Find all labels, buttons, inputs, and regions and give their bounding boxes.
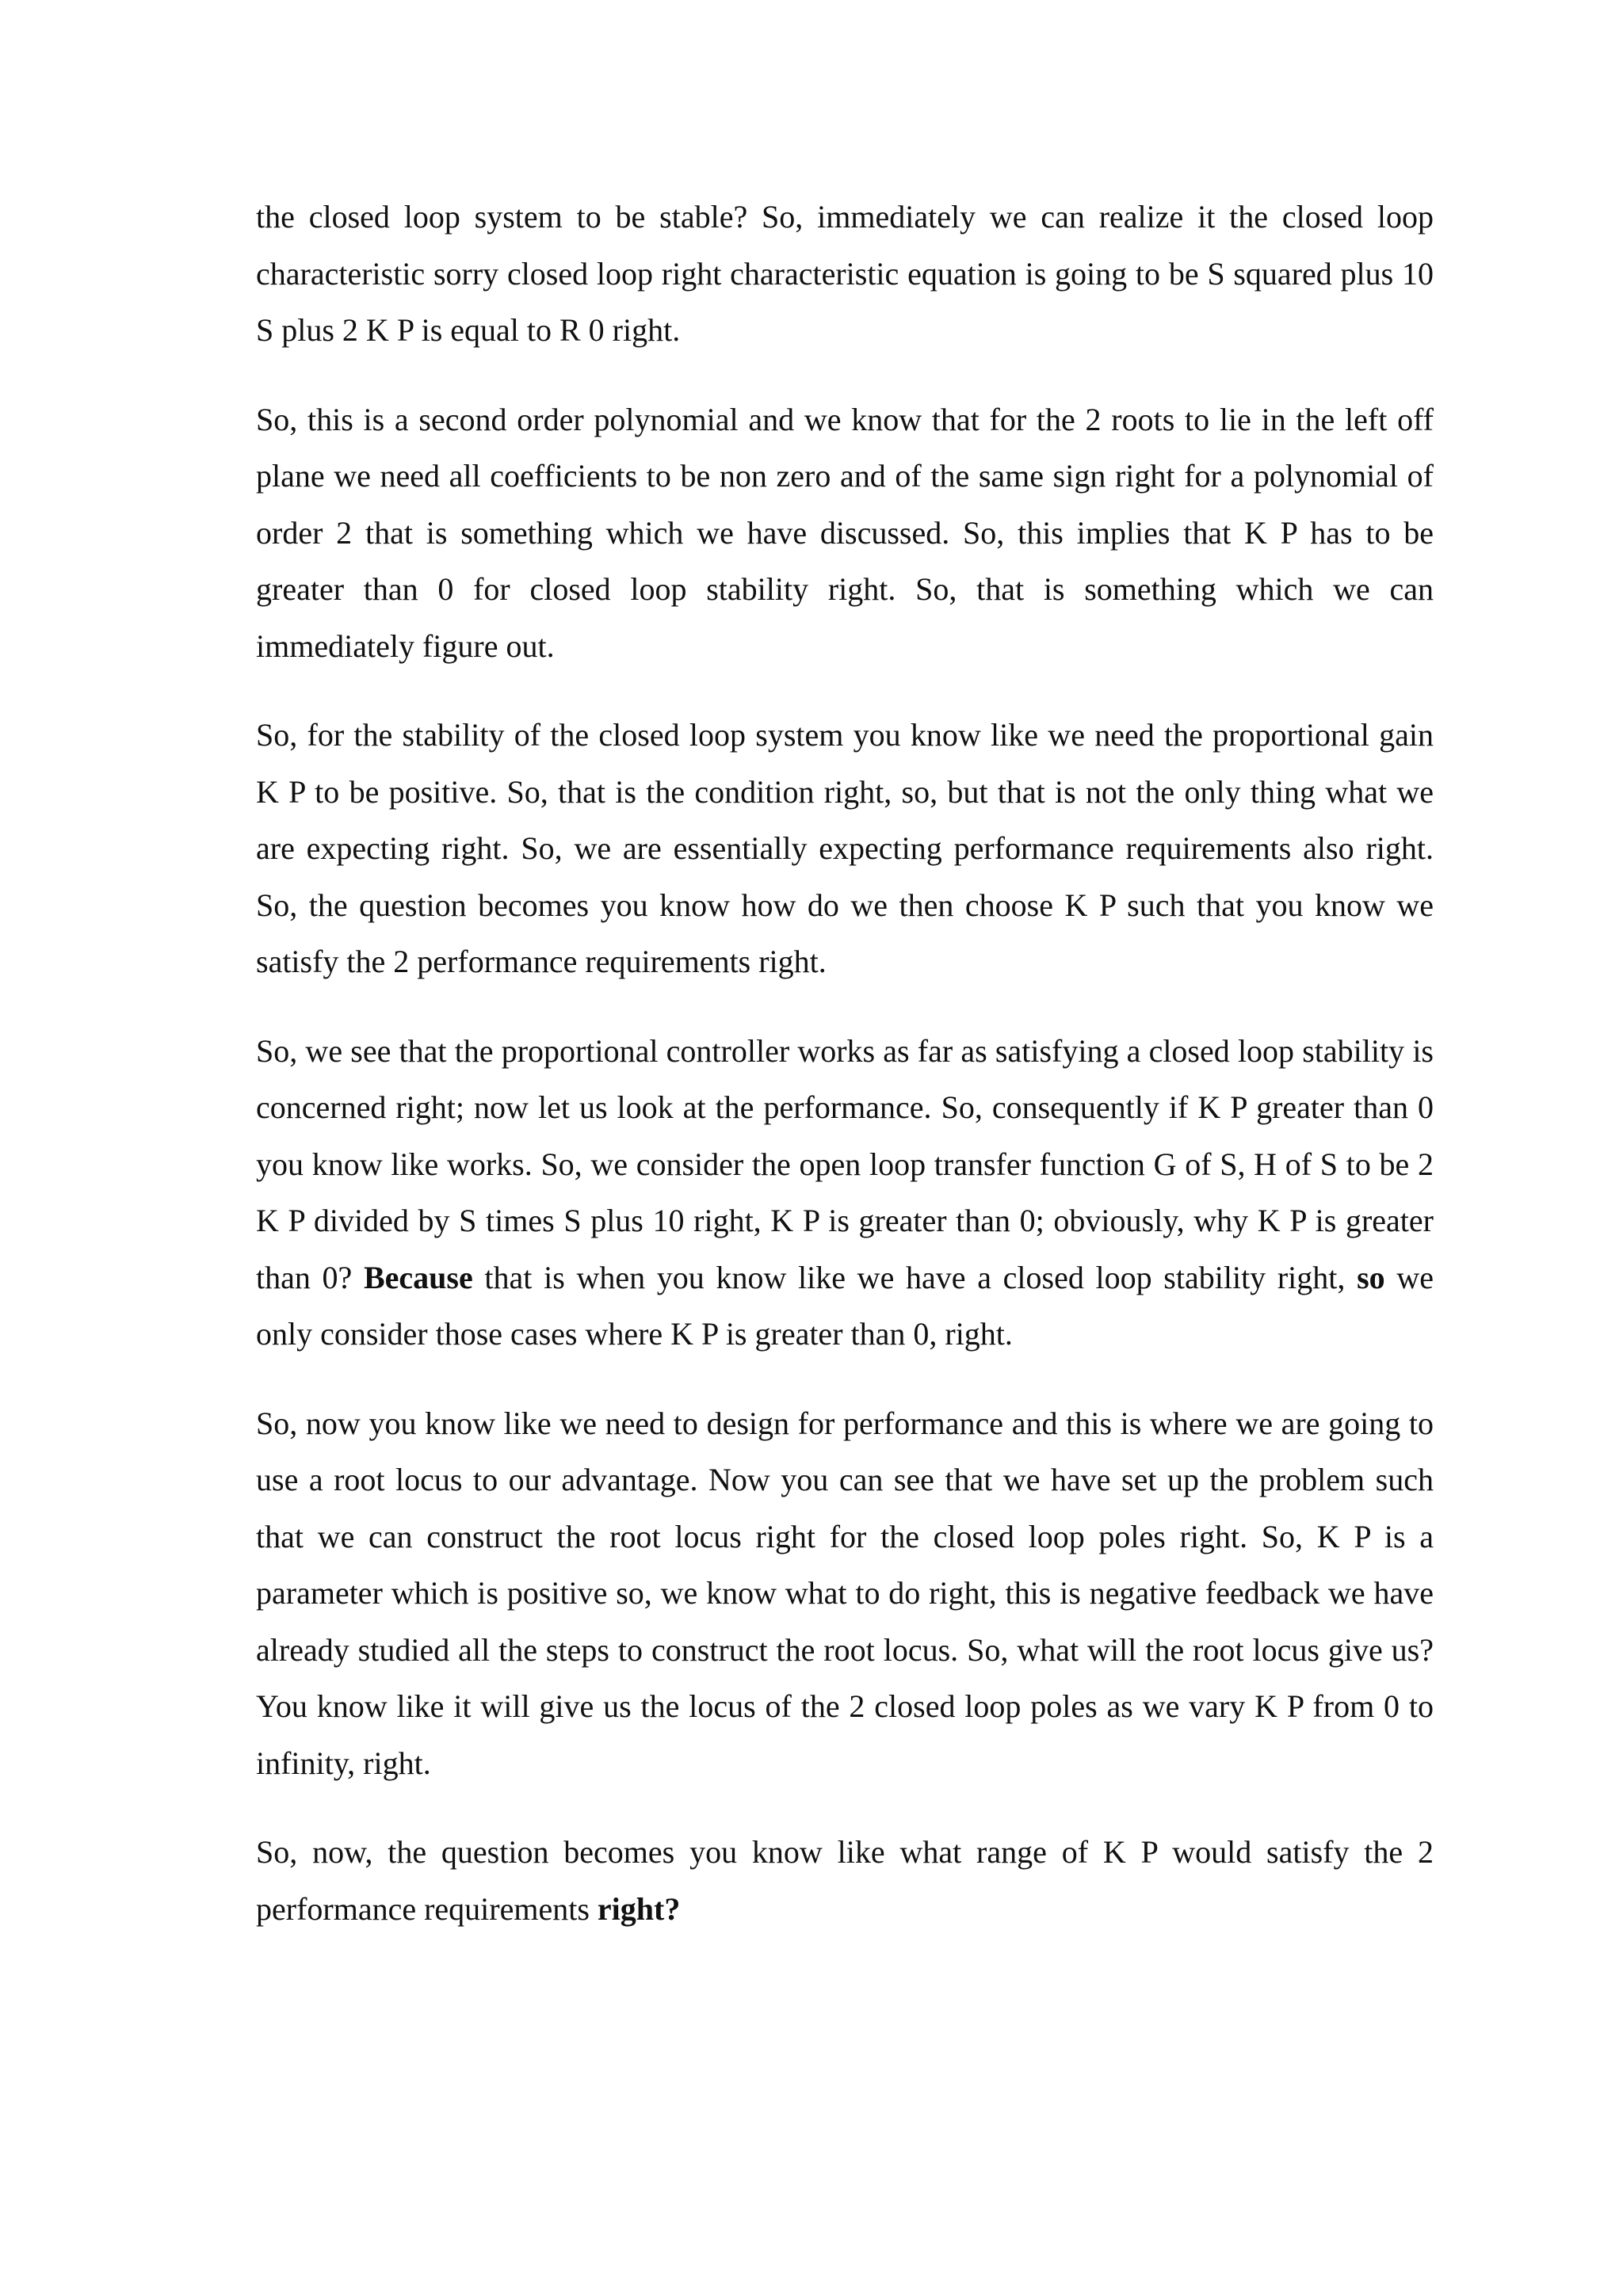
paragraph xyxy=(256,1824,1434,1937)
text-run: So, for the stability of the closed loop system you know like we need the proportional gain K P to be positive. So, that is the condition right, so, but that is not the only thing what we are expecting right. So, we are essentially expecting performance requirements also right. So, the question becomes you know how do we then choose K P such that you know we satisfy the 2 performance requirements right. xyxy=(256,717,1434,979)
text-run: So, this is a second order polynomial and we know that for the 2 roots to lie in the left off plane we need all coefficients to be non zero and of the same sign right for a polynomial of order 2 that is something which we have discussed. So, this implies that K P has to be greater than 0 for closed loop stability right. So, that is something which we can immediately figure out. xyxy=(256,401,1434,664)
text-run: So, now, the question becomes you know like what range of K P would satisfy the 2 performance requirements xyxy=(256,1834,1434,1927)
text-run: that is when you know like we have a closed loop stability right, xyxy=(472,1259,1358,1295)
paragraph xyxy=(256,391,1434,675)
bold-text-run: right? xyxy=(597,1890,681,1927)
paragraph xyxy=(256,189,1434,359)
bold-text-run: Because xyxy=(363,1259,473,1295)
paragraph xyxy=(256,707,1434,990)
document-body xyxy=(256,189,1434,1970)
paragraph xyxy=(256,1023,1434,1363)
text-run: the closed loop system to be stable? So, immediately we can realize it the closed loop characteristic sorry closed loop right characteristic equation is going to be S squared plus 10 S plus 2 K P is equal to R 0 right. xyxy=(256,199,1434,348)
text-run: So, we see that the proportional controller works as far as satisfying a closed loop stability is concerned right; now let us look at the performance. So, consequently if K P greater than 0 you know like works. So, we consider the open loop transfer function G of S, H of S to be 2 K P divided by S times S plus 10 right, K P is greater than 0; obviously, why K P is greater than 0? xyxy=(256,1032,1434,1295)
text-run: So, now you know like we need to design for performance and this is where we are going to use a root locus to our advantage. Now you can see that we have set up the problem such that we can construct the root locus right for the closed loop poles right. So, K P is a parameter which is positive so, we know what to do right, this is negative feedback we have already studied all the steps to construct the root locus. So, what will the root locus give us? You know like it will give us the locus of the 2 closed loop poles as we vary K P from 0 to infinity, right. xyxy=(256,1405,1434,1781)
bold-text-run: so xyxy=(1357,1259,1385,1295)
paragraph xyxy=(256,1395,1434,1792)
text-run: we only consider those cases where K P is greater than 0, right. xyxy=(256,1259,1434,1352)
